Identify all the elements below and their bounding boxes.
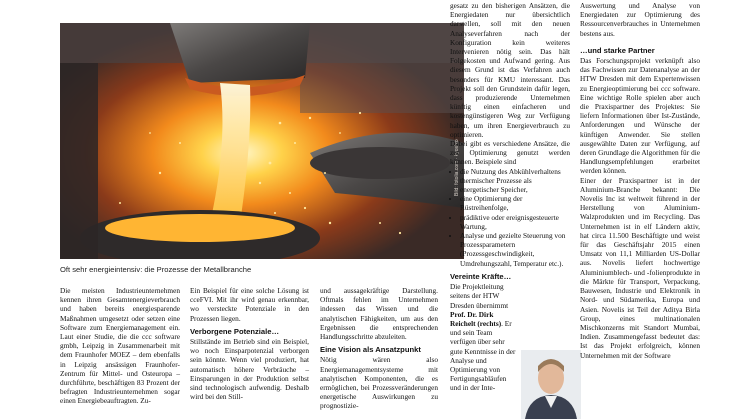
- column-5-paragraph-3: Einer der Praxispartner ist in der Aluminium-Branche bekannt: Die Novelis Inc ist weltweit führend in der Herstellung von Aluminium-Walzprodukten und im Recycling. Das Unternehmen ist in elf Ländern aktiv, hat circa 11.500 Beschäftigte und weist für das Geschäftsjahr 2015 einen Umsatz von 11,1 Milliarden US-Dollar aus. Novelis liefert hochwertige Aluminiumblech- und -folienprodukte in die Märkte für Transport, Verpackung, Bauwesen, Industrie und Elektronik in Nord- und Südamerika, Europa und Asien. Novelis ist Teil der Aditya Birla Group, eines multinationalen Mischkonzerns mit Standort Mumbai, Indien. Zusammengefasst bedeutet das: Ist das Projekt erfolgreich, können Unternehmen mit der Software: [580, 175, 700, 360]
- column-1: [60, 286, 180, 406]
- heading-verborgene-potenziale: Verborgene Potenziale…: [190, 326, 280, 336]
- column-2-paragraph-2: Stillstände im Betrieb sind ein Beispiel, wo noch Einsparpotenzial verborgen sein könnte. Wenn viel produziert, hat automatisch höhere Verbräuche – Einsparungen in der Produktion selbst sind technologisch aufwendig. Deshalb wird bei den Still-: [190, 337, 309, 402]
- column-3-paragraph-1: und aussagekräftige Darstellung. Oftmals fehlen im Unternehmen indessen das Wissen und die analytischen Fähigkeiten, um aus den Ergebnissen die entsprechenden Handlungsschritte abzuleiten.: [320, 286, 438, 342]
- person-image: [521, 350, 581, 419]
- paragraph-text: Die Projektleitung seitens der HTW Dresden übernimmt: [450, 282, 509, 310]
- heading-vereinte-kraefte: Vereinte Kräfte…: [450, 271, 512, 281]
- list-item: • Analyse und gezielte Steuerung von Prozessparametern (Prozessgeschwindigkeit, Umdrehungszahl, Temperatur etc.).: [460, 231, 570, 268]
- portrait-photo: [521, 350, 581, 419]
- molten-metal-image: [60, 23, 464, 259]
- professor-name: Prof. Dr. Dirk Reichelt (rechts): [450, 309, 502, 328]
- column-4-paragraph-1: gesatz zu den bisherigen Ansätzen, die Energiedaten nur übersichtlich darstellen, soll mit den neuen Analyseverfahren nach der Konfiguration kein weiteres Intervenieren nötig sein. Das hält Folgekosten und Aufwand gering. Aus diesem Grund ist das Verfahren auch besonders für KMU interessant. Das Projekt soll den Grundstein dafür legen, dass produzierende Unternehmen künftig einen einfacheren und kostengünstigeren Weg zur Verfügung haben, um ihren Energieverbrauch zu optimieren.: [450, 1, 570, 139]
- column-2: [190, 286, 309, 401]
- heading-starke-partner: …und starke Partner: [580, 45, 655, 55]
- column-5: [580, 1, 700, 360]
- column-3: [320, 286, 438, 411]
- column-4-paragraph-2: Dabei gibt es verschiedene Ansätze, die zur Optimierung genutzt werden können. Beispiele sind: [450, 139, 570, 167]
- column-1-text: Die meisten Industrieunternehmen kennen ihren Gesamtenergieverbrauch und haben bereits energiesparende Maßnahmen umgesetzt oder setzen eine Software zum Energiemanagement ein. Laut einer Studie, die die ccc software gmbh, Leipzig in Zusammenarbeit mit dem Fraunhofer MOEZ – dem ebenfalls in Leipzig ansässigen Fraunhofer-Zentrum für Mittel- und Osteuropa – durchführte, beschäftigen 83 Prozent der befragten Industrieunternehmen sogar einen Energiebeauftragten. Zu-: [60, 286, 180, 406]
- column-5-paragraph-2: Das Forschungsprojekt verknüpft also das Fachwissen zur Datenanalyse an der HTW Dresden mit dem Expertenwissen zu Energieoptimierung bei ccc software. Eine wichtige Rolle spielen aber auch die Praxispartner des Projektes: Sie liefern Informationen über Ist-Zustände, Anforderungen und Wünsche der künftigen Anwender. Sie stellen ausgewählte Daten zur Verfügung, auf deren Grundlage die Algorithmen für die Handlungsempfehlungen erarbeitet werden können.: [580, 56, 700, 176]
- optimization-examples-list: [450, 167, 570, 268]
- list-item: • die Nutzung des Abkühlverhaltens thermischer Prozesse als energetischer Speicher,: [460, 167, 570, 195]
- heading-eine-vision: Eine Vision als Ansatzpunkt: [320, 345, 421, 355]
- list-item: • prädiktive oder ereignisgesteuerte Wartung,: [460, 213, 570, 231]
- column-3-paragraph-2: Nötig wären also Energiemanagementsysteme mit analytischen Komponenten, die es ermöglichen, bei Prozessveränderungen energetische Auswirkungen zu prognostizie-: [320, 355, 438, 411]
- photo-caption: Oft sehr energieintensiv: die Prozesse der Metallbranche: [60, 265, 252, 274]
- column-4-paragraph-3: [450, 282, 518, 392]
- article-photo: [60, 23, 464, 259]
- column-4: [450, 1, 570, 393]
- column-2-paragraph-1: Ein Beispiel für eine solche Lösung ist cceFVI. Mit ihr wird genau erkennbar, wo versteckte Potenziale in den Prozessen liegen.: [190, 286, 309, 323]
- paragraph-text: . Er und sein Team verfügen über sehr gute Kenntnisse in der Analyse und Optimierung von Fertigungsabläufen und in der Inte-: [450, 318, 516, 393]
- photo-credit: Bild: fotolia.com · kyoshio: [454, 139, 460, 196]
- list-item: • eine Optimierung der Rüstreihenfolge,: [460, 194, 570, 212]
- column-5-paragraph-1: Auswertung und Analyse von Energiedaten zur Optimierung des Ressourcenverbrauches in Unternehmen bestens aus.: [580, 1, 700, 38]
